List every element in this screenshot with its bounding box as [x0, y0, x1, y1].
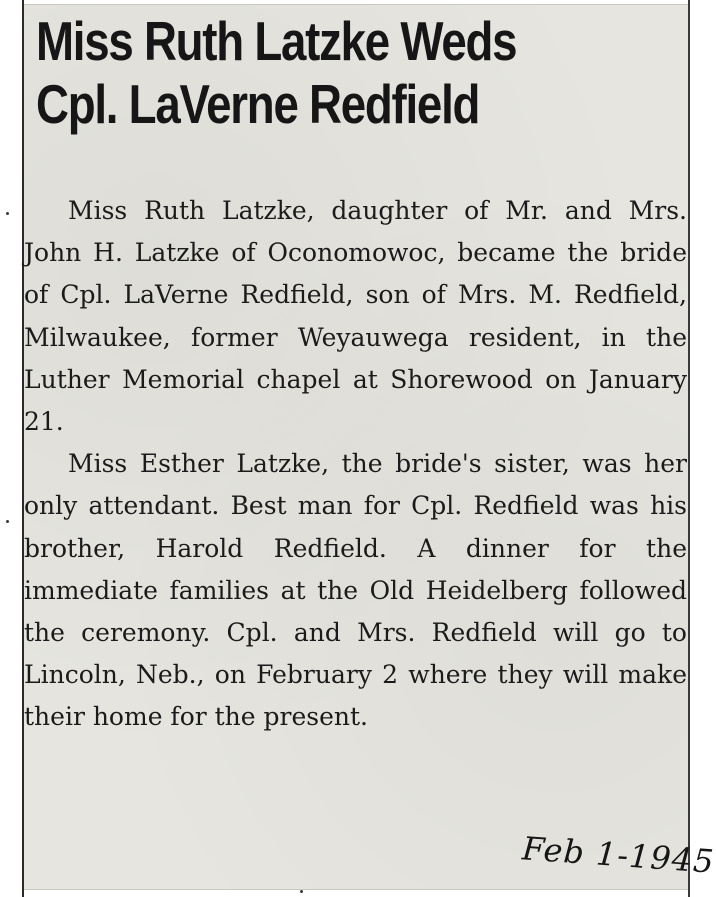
headline: [36, 10, 567, 136]
scan-speck: [6, 212, 9, 215]
article-paragraph-1: Miss Ruth Latzke, daughter of Mr. and Mrs. John H. Latzke of Oconomowoc, became the bride of Cpl. LaVerne Redfield, son of Mrs. M. Redfield, Milwaukee, former Weyauwega resident, in the Luther Memorial chapel at Shorewood on January 21.: [24, 196, 687, 437]
clipping-right-edge: [688, 0, 690, 897]
scan-speck: [300, 890, 303, 893]
scan-speck: [6, 520, 9, 523]
handwritten-date-annotation: Feb 1-1945: [520, 829, 716, 881]
headline-line-1: Miss Ruth Latzke Weds: [36, 10, 517, 72]
headline-line-2: Cpl. LaVerne Redfield: [36, 73, 480, 135]
article-body: [24, 190, 687, 739]
article-paragraph-2: Miss Esther Latzke, the bride's sister, was her only attendant. Best man for Cpl. Redfield was his brother, Harold Redfield. A dinner for the immediate families at the Old Heidelberg followed the ceremony. Cpl. and Mrs. Redfield will go to Lincoln, Neb., on February 2 where they will make their home for the present.: [24, 449, 687, 732]
